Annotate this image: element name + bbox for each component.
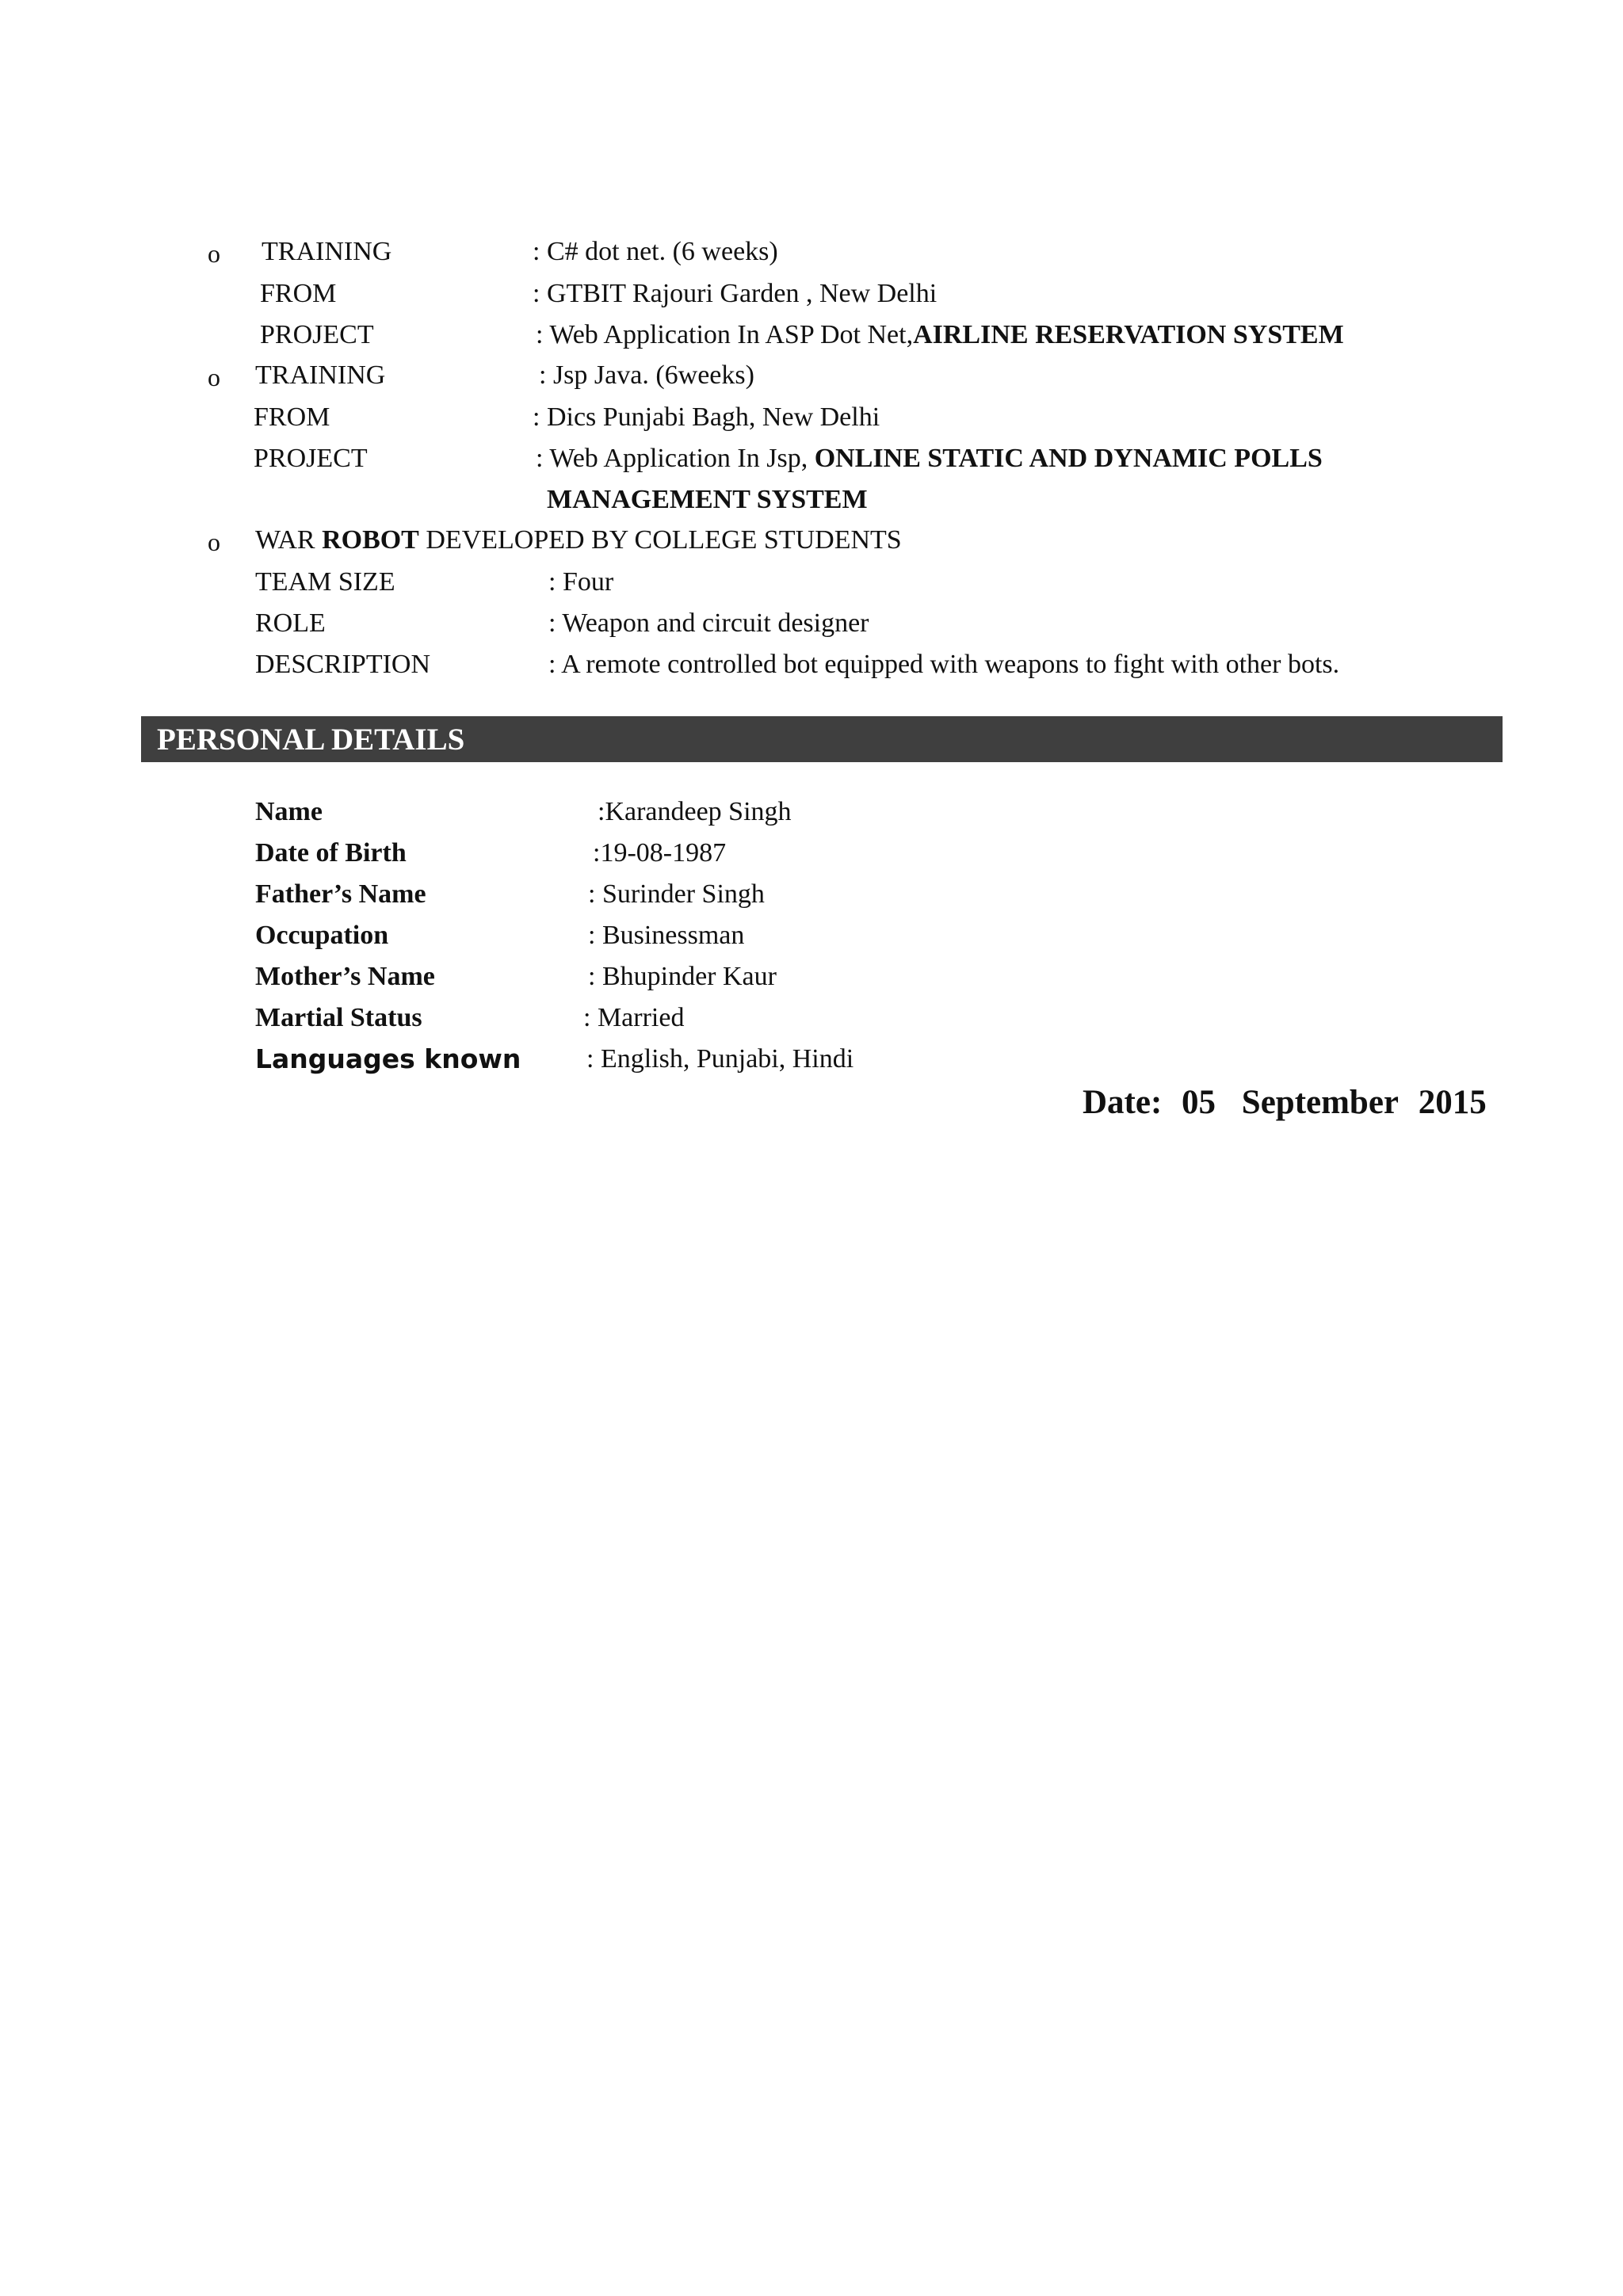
- project-value-prefix: : Web Application In Jsp,: [536, 444, 815, 473]
- role-label: ROLE: [255, 608, 326, 638]
- occupation-label: Occupation: [255, 921, 389, 950]
- from-label: FROM: [254, 402, 330, 432]
- from-value: : Dics Punjabi Bagh, New Delhi: [533, 402, 880, 432]
- occupation-value: : Businessman: [588, 921, 745, 950]
- marital-status-label: Martial Status: [255, 1003, 422, 1032]
- bullet-marker: o: [208, 239, 220, 268]
- project-title: ONLINE STATIC AND DYNAMIC POLLS: [814, 444, 1323, 473]
- bullet-marker: o: [208, 528, 220, 556]
- mother-name-value: : Bhupinder Kaur: [588, 962, 777, 991]
- robot-heading-pre: WAR: [255, 525, 323, 555]
- mother-name-label: Mother’s Name: [255, 962, 435, 991]
- project-value: [536, 322, 1344, 349]
- robot-heading-post: DEVELOPED BY COLLEGE STUDENTS: [418, 525, 902, 555]
- marital-status-value: : Married: [583, 1003, 685, 1032]
- project-label: PROJECT: [254, 444, 368, 473]
- date-month: September: [1241, 1084, 1400, 1121]
- role-value: : Weapon and circuit designer: [548, 608, 869, 638]
- training-value: : C# dot net. (6 weeks): [533, 237, 778, 266]
- project-value-prefix: : Web Application In ASP Dot Net,: [536, 320, 914, 349]
- date-year: 2015: [1418, 1084, 1487, 1121]
- project-title: AIRLINE RESERVATION SYSTEM: [913, 320, 1344, 349]
- section-heading: PERSONAL DETAILS: [157, 723, 465, 757]
- robot-heading: [255, 527, 902, 554]
- bullet-marker: o: [208, 363, 220, 391]
- project-label: PROJECT: [260, 320, 374, 349]
- project-value: [536, 445, 1323, 472]
- father-name-label: Father’s Name: [255, 879, 426, 909]
- personal-details-header: [141, 716, 1503, 762]
- languages-label: Languages known: [255, 1043, 521, 1074]
- father-name-value: : Surinder Singh: [588, 879, 765, 909]
- from-value: : GTBIT Rajouri Garden , New Delhi: [533, 279, 938, 308]
- document-date: [1083, 1085, 1487, 1119]
- team-size-label: TEAM SIZE: [255, 567, 395, 597]
- name-value: :Karandeep Singh: [598, 797, 792, 826]
- description-value: : A remote controlled bot equipped with weapons to fight with other bots.: [548, 650, 1340, 679]
- from-label: FROM: [260, 279, 337, 308]
- description-label: DESCRIPTION: [255, 650, 431, 679]
- robot-heading-bold: ROBOT: [322, 525, 419, 555]
- dob-label: Date of Birth: [255, 838, 407, 868]
- date-day: 05: [1182, 1084, 1216, 1121]
- project-title-continued: MANAGEMENT SYSTEM: [547, 485, 868, 514]
- training-value: : Jsp Java. (6weeks): [539, 360, 754, 390]
- languages-value: : English, Punjabi, Hindi: [586, 1044, 854, 1074]
- training-label: TRAINING: [262, 237, 392, 266]
- dob-value: :19-08-1987: [593, 838, 727, 868]
- date-label: Date:: [1083, 1084, 1163, 1121]
- team-size-value: : Four: [548, 567, 614, 597]
- name-label: Name: [255, 797, 323, 826]
- training-label: TRAINING: [255, 360, 386, 390]
